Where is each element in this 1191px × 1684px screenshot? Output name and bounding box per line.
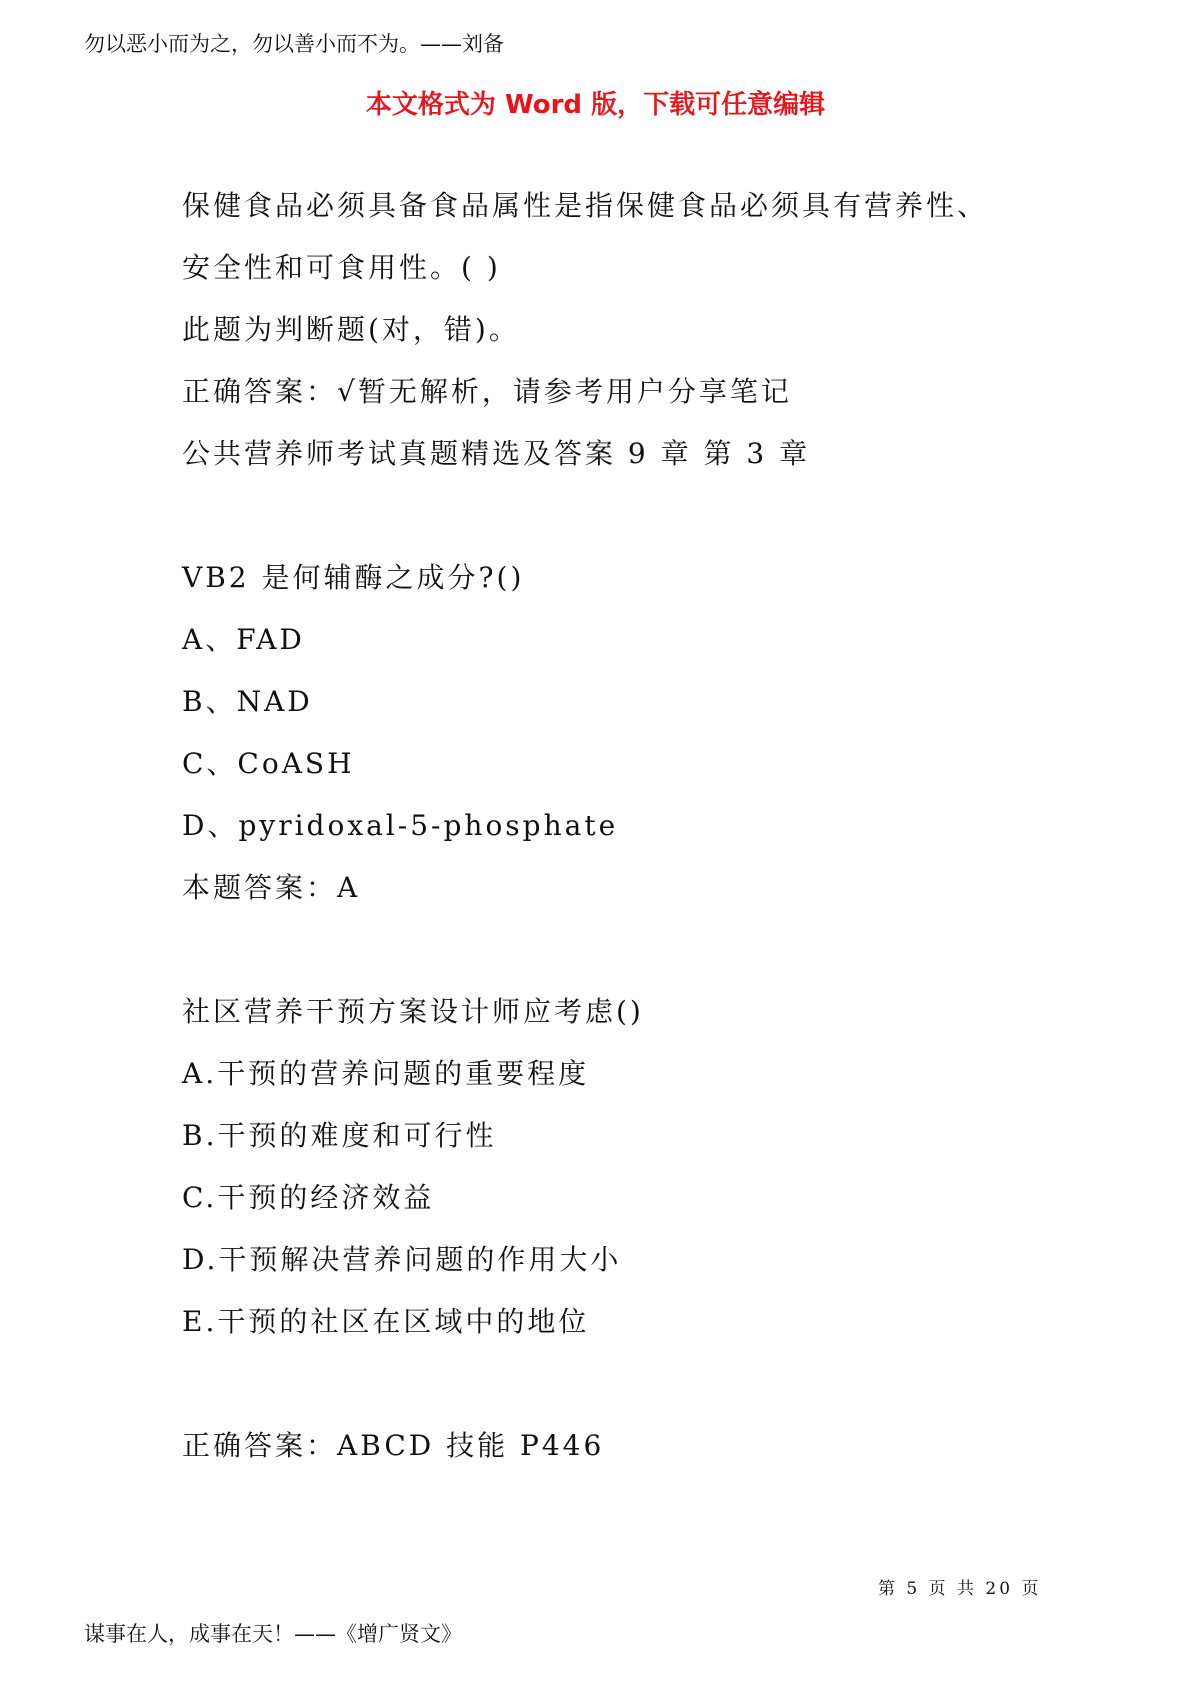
q2-answer: 本题答案：A — [182, 871, 361, 904]
q2-option-a: A、FAD — [182, 623, 305, 656]
format-banner: 本文格式为 Word 版，下载可任意编辑 — [365, 90, 826, 120]
q3-option-a: A.干预的营养问题的重要程度 — [182, 1057, 590, 1090]
q1-text-line1: 保健食品必须具备食品属性是指保健食品必须具有营养性、 — [182, 189, 989, 222]
footer-quote: 谋事在人，成事在天！——《增广贤文》 — [84, 1622, 462, 1646]
q3-option-c: C.干预的经济效益 — [182, 1181, 435, 1214]
q1-type-note: 此题为判断题(对，错)。 — [182, 313, 520, 346]
q1-text-line2: 安全性和可食用性。( ) — [182, 251, 501, 284]
q3-option-e: E.干预的社区在区域中的地位 — [182, 1305, 590, 1338]
q3-question: 社区营养干预方案设计师应考虑() — [182, 995, 644, 1028]
q2-question: VB2 是何辅酶之成分?() — [182, 561, 525, 594]
section-title: 公共营养师考试真题精选及答案 9 章 第 3 章 — [182, 437, 811, 470]
q3-option-b: B.干预的难度和可行性 — [182, 1119, 497, 1152]
page-number: 第 5 页 共 20 页 — [878, 1579, 1042, 1599]
document-body — [182, 175, 1062, 1477]
q2-option-b: B、NAD — [182, 685, 313, 718]
q2-option-c: C、CoASH — [182, 747, 355, 780]
q1-answer: 正确答案：√暂无解析，请参考用户分享笔记 — [182, 375, 792, 408]
header-quote: 勿以恶小而为之，勿以善小而不为。——刘备 — [84, 32, 504, 56]
q3-answer: 正确答案：ABCD 技能 P446 — [182, 1429, 605, 1462]
q2-option-d: D、pyridoxal-5-phosphate — [182, 809, 619, 842]
q3-option-d: D.干预解决营养问题的作用大小 — [182, 1243, 622, 1276]
